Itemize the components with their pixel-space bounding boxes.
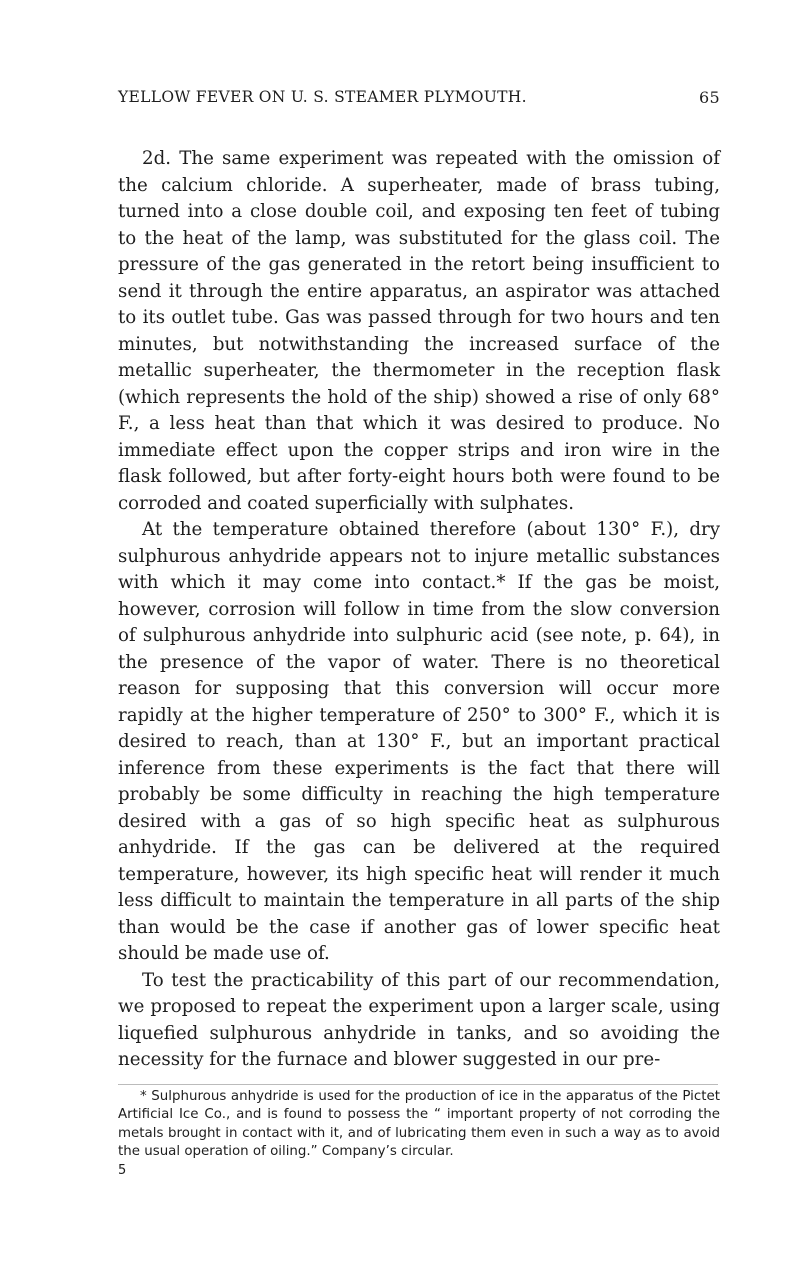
footnote: * Sulphurous anhydride is used for the production of ice in the apparatus of the Pictet Artificial Ice Co., and is found to possess the “ important property of not corroding the metals brought in contact with it, and of lubricating them even in such a way as to avoid the usual operation of oiling.” Company’s circular. — [118, 1088, 720, 1160]
signature-mark: 5 — [118, 1162, 127, 1178]
running-head — [118, 88, 720, 110]
body-text — [118, 146, 720, 1074]
paragraph-temperature: At the temperature obtained therefore (about 130° F.), dry sulphurous anhydride appears not to injure metallic substances with which it may come into contact.* If the gas be moist, however, corrosion will follow in time from the slow conversion of sulphurous anhydride into sulphuric acid (see note, p. 64), in the presence of the vapor of water. There is no theoretical reason for supposing that this conversion will occur more rapidly at the higher temperature of 250° to 300° F., which it is desired to reach, than at 130° F., but an important practical inference from these experiments is the fact that there will probably be some difficulty in reaching the high temperature desired with a gas of so high specific heat as sulphurous anhydride. If the gas can be delivered at the required temperature, however, its high specific heat will render it much less difficult to maintain the temperature in all parts of the ship than would be the case if another gas of lower specific heat should be made use of. — [118, 519, 720, 964]
book-page — [118, 88, 720, 1179]
running-head-title: YELLOW FEVER ON U. S. STEAMER PLYMOUTH. — [118, 88, 527, 106]
footnote-divider — [118, 1084, 718, 1085]
paragraph-practicability: To test the practicability of this part of our recommendation, we proposed to repeat the experiment upon a larger scale, using liquefied sulphurous anhydride in tanks, and so avoiding the necessity for the furnace and blower suggested in our pre- — [118, 969, 720, 1070]
paragraph-experiment-2d: 2d. The same experiment was repeated with the omission of the calcium chloride. A superheater, made of brass tubing, turned into a close double coil, and exposing ten feet of tubing to the heat of the lamp, was substituted for the glass coil. The pressure of the gas generated in the retort being insufficient to send it through the entire apparatus, an aspirator was attached to its outlet tube. Gas was passed through for two hours and ten minutes, but notwithstanding the increased surface of the metallic superheater, the thermometer in the reception flask (which represents the hold of the ship) showed a rise of only 68° F., a less heat than that which it was desired to produce. No immediate effect upon the copper strips and iron wire in the flask followed, but after forty-eight hours both were found to be corroded and coated superficially with sulphates. — [118, 148, 720, 514]
page-number: 65 — [699, 88, 720, 107]
